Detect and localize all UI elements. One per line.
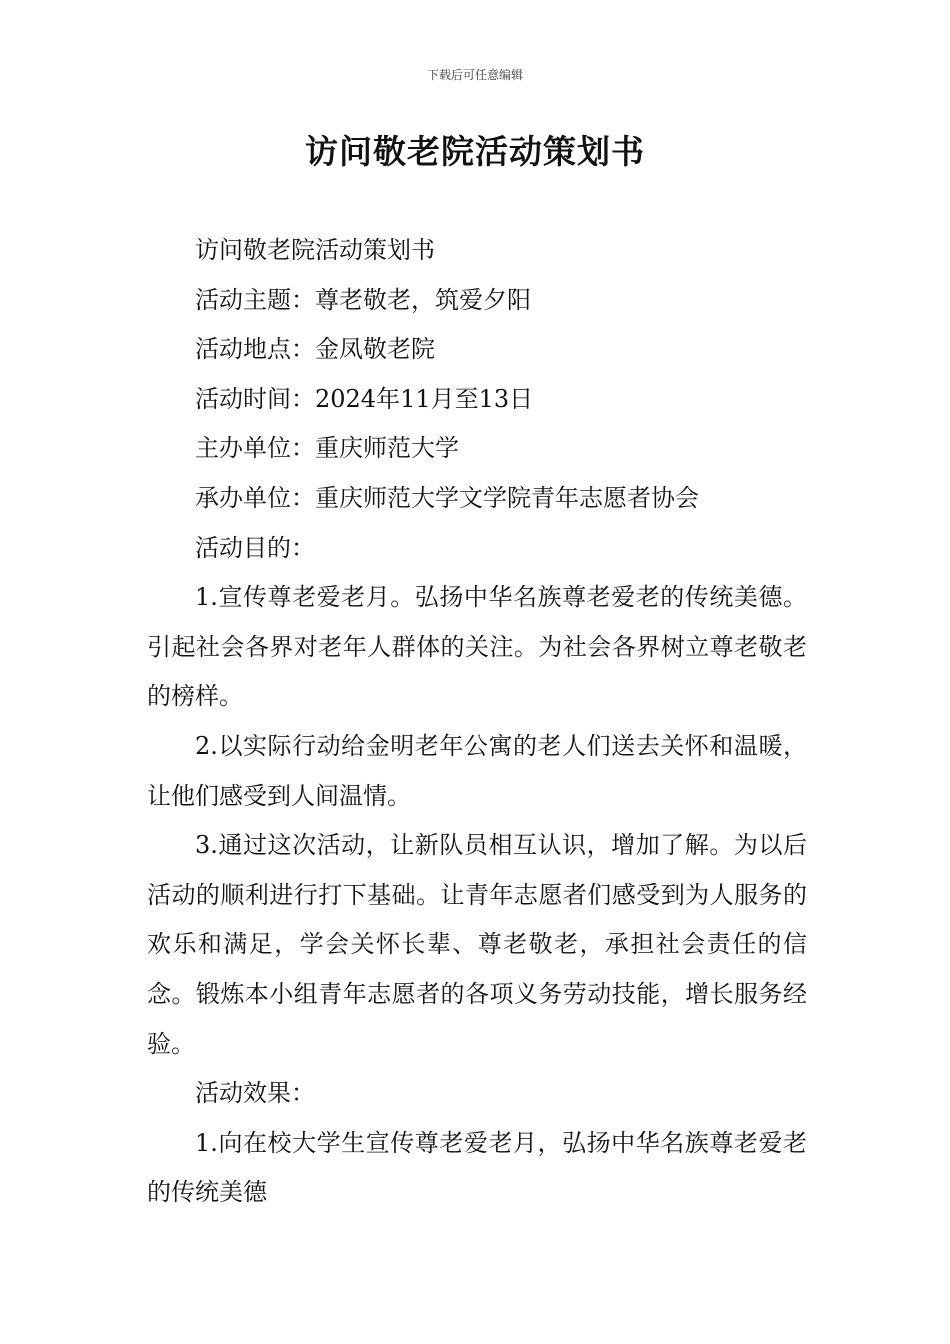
paragraph-organizer: 主办单位：重庆师范大学 [195,434,459,463]
paragraph-location: 活动地点：金凤敬老院 [195,335,435,364]
paragraph-effect-heading: 活动效果： [195,1079,315,1108]
paragraph-purpose-2: 2.以实际行动给金明老年公寓的老人们送去关怀和温暖，让他们感受到人间温情。 [147,731,807,810]
document-title: 访问敬老院活动策划书 [305,132,645,171]
header-note: 下载后可任意编辑 [426,68,523,82]
paragraph-purpose-heading: 活动目的： [195,533,315,562]
paragraph-effect-1: 1.向在校大学生宣传尊老爱老月，弘扬中华名族尊老爱老的传统美德 [147,1128,807,1207]
document-body [147,226,807,1218]
paragraph-purpose-3: 3.通过这次活动，让新队员相互认识，增加了解。为以后活动的顺利进行打下基础。让青年志愿者们感受到为人服务的欢乐和满足，学会关怀长辈、尊老敬老，承担社会责任的信念。锻炼本小组青年志愿者的各项义务劳动技能，增长服务经验。 [147,831,807,1058]
paragraph-theme: 活动主题：尊老敬老，筑爱夕阳 [195,285,531,314]
paragraph-subtitle: 访问敬老院活动策划书 [195,236,435,264]
paragraph-purpose-1: 1.宣传尊老爱老月。弘扬中华名族尊老爱老的传统美德。引起社会各界对老年人群体的关注。为社会各界树立尊老敬老的榜样。 [147,583,807,711]
paragraph-time: 活动时间：2024年11月至13日 [195,384,534,413]
paragraph-co-organizer: 承办单位：重庆师范大学文学院青年志愿者协会 [195,483,699,512]
